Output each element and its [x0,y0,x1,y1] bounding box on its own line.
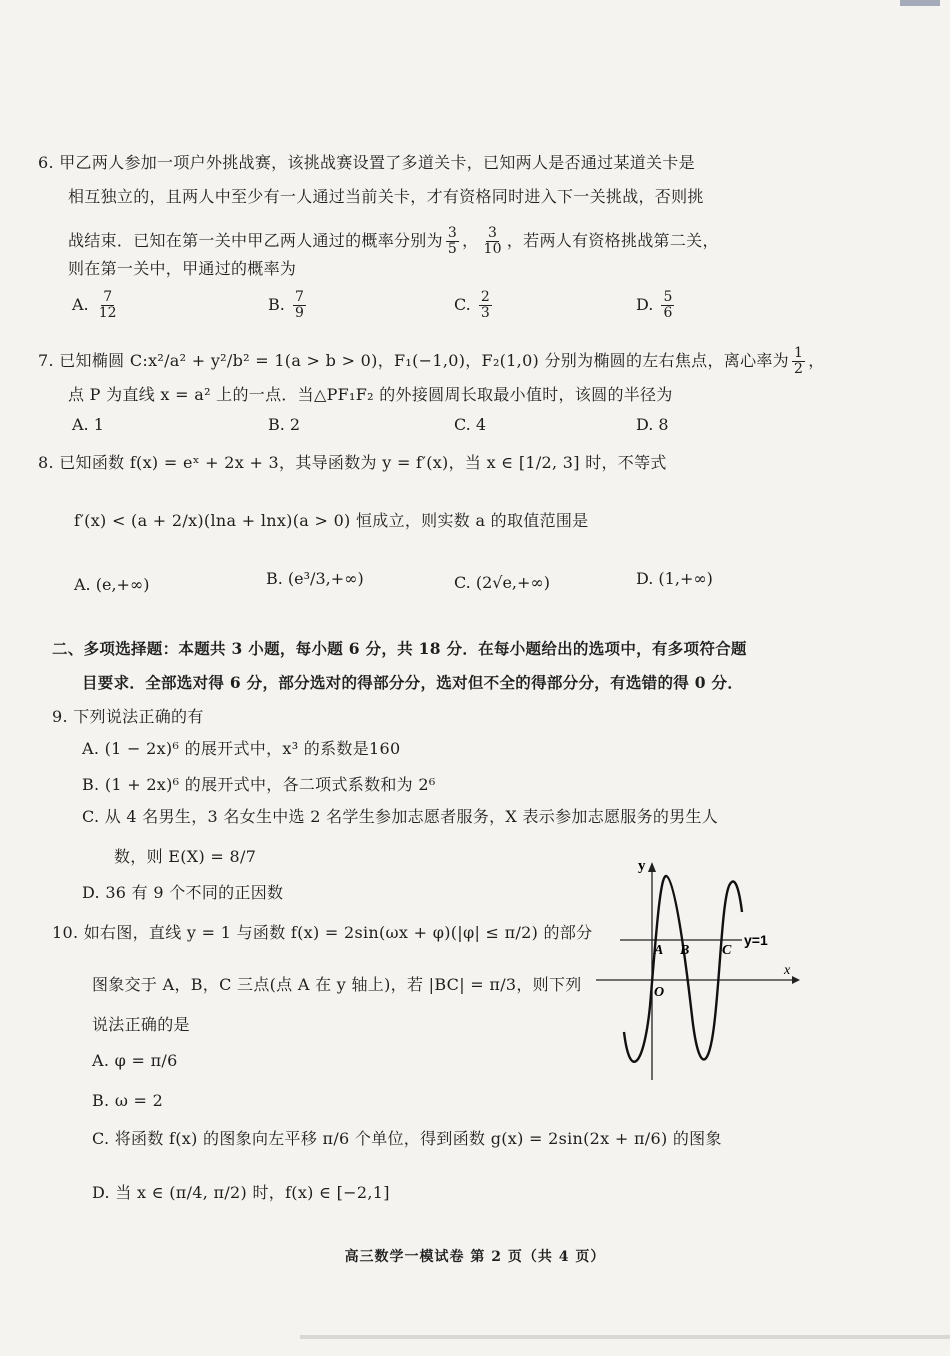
q6-prob-a-num: 3 [447,225,458,241]
q10-option-c: C. 将函数 f(x) 的图象向左平移 π/6 个单位，得到函数 g(x) = 2sin(2x + π/6) 的图象 [92,1129,722,1148]
q6-option-b-letter: B. [268,295,285,314]
q6-option-b-frac [293,290,306,321]
q7-line1-a: 7. 已知椭圆 C: [38,351,149,370]
sine-curve [624,876,742,1062]
q6-line4: 则在第一关中，甲通过的概率为 [68,259,297,278]
x-axis-arrow-icon [792,976,800,984]
q7-line1: 7. 已知椭圆 C:x²/a² + y²/b² = 1(a > b > 0)，F₁(−1,0)，F₂(1,0) 分别为椭圆的左右焦点，离心率为 $\frac{1}{2}$ ， [38,345,825,377]
q6-prob-a-den: 5 [447,241,458,257]
scan-edge [300,1335,950,1339]
q6-option-a-den: 12 [98,305,117,321]
q8-option-a: A. (e,+∞) [74,575,150,594]
q7-option-d: D. 8 [636,415,669,434]
page-footer: 高三数学一模试卷 第 2 页（共 4 页） [344,1249,606,1265]
q6-prob-b-den: 10 [483,241,502,257]
q6-line3: 战结束．已知在第一关中甲乙两人通过的概率分别为 $\frac{3}{5}$ ， $\frac{3}{10}$ ，若两人有资格挑战第二关， [68,225,719,257]
q7-eccentricity [792,346,805,377]
q9-option-a: A. (1 − 2x)⁶ 的展开式中，x³ 的系数是160 [82,739,401,758]
q6-option-c-frac [479,290,492,321]
q6-line1: 6. 甲乙两人参加一项户外挑战赛，该挑战赛设置了多道关卡，已知两人是否通过某道关卡是 [38,153,695,172]
q7-line1-b: x²/a² + y²/b² = 1(a > b > 0)，F₁(−1,0)，F₂(1,0) 分别为椭圆的左右焦点，离心率为 [148,351,789,370]
q6-prob-b [481,226,503,257]
q9-option-d: D. 36 有 9 个不同的正因数 [82,883,284,902]
q6-option-d-frac [661,290,674,321]
q6-option-c [454,290,495,321]
q8-option-c: C. (2√e,+∞) [454,573,550,592]
q6-line3-b: ，若两人有资格挑战第二关， [506,231,719,250]
q6-option-b-den: 9 [294,305,304,321]
point-c-label: C [722,943,732,958]
q6-prob-b-num: 3 [488,225,498,241]
y-axis-arrow-icon [648,862,656,872]
q10-line2: 图象交于 A，B，C 三点(点 A 在 y 轴上)，若 |BC| = π/3，则下列 [92,975,582,994]
q10-option-a: A. φ = π/6 [92,1051,178,1070]
section2-line2: 目要求．全部选对得 6 分，部分选对的得部分分，选对但不全的得部分分，有选错的得 0 分． [82,673,744,692]
q9-option-c-line1: C. 从 4 名男生，3 名女生中选 2 名学生参加志愿者服务，X 表示参加志愿服务的男生人 [82,807,719,826]
graph-origin-label: O [654,985,665,1000]
q7-option-a: A. 1 [72,415,104,434]
q6-option-a-frac [97,290,119,321]
q6-option-a-letter: A. [72,295,89,314]
q6-option-d [636,290,677,321]
q7-line2: 点 P 为直线 x = a² 上的一点．当△PF₁F₂ 的外接圆周长取最小值时，该圆的半径为 [68,385,673,404]
q6-option-b-num: 7 [294,289,304,305]
point-b-label: B [680,943,690,958]
q6-line2: 相互独立的，且两人中至少有一人通过当前关卡，才有资格同时进入下一关挑战，否则挑 [68,187,704,206]
line-y1-label: y=1 [744,932,768,948]
q6-option-d-den: 6 [663,305,673,321]
q6-option-b [268,290,309,321]
q6-option-d-letter: D. [636,295,654,314]
q9-option-c-line2: 数，则 E(X) = 8/7 [114,847,257,866]
q7-e-num: 1 [793,345,804,361]
q10-line1: 10. 如右图，直线 y = 1 与函数 f(x) = 2sin(ωx + φ)(|φ| ≤ π/2) 的部分 [52,923,593,942]
q6-line3-a: 战结束．已知在第一关中甲乙两人通过的概率分别为 [68,231,443,250]
q6-option-c-den: 3 [480,305,490,321]
q6-option-d-num: 5 [663,289,673,305]
q8-option-d: D. (1,+∞) [636,569,713,588]
q8-option-b: B. (e³/3,+∞) [266,569,364,588]
q8-line2: f′(x) < (a + 2/x)(lna + lnx)(a > 0) 恒成立，则实数 a 的取值范围是 [74,511,589,530]
q9-option-b: B. (1 + 2x)⁶ 的展开式中，各二项式系数和为 2⁶ [82,775,436,794]
q9-stem: 9. 下列说法正确的有 [52,707,204,726]
q7-e-den: 2 [793,361,804,377]
point-a-label: A [654,943,664,958]
q8-line1: 8. 已知函数 f(x) = eˣ + 2x + 3，其导函数为 y = f′(x)，当 x ∈ [1/2, 3] 时，不等式 [38,453,667,472]
graph-y-label: y [638,858,646,874]
section2-line1: 二、多项选择题：本题共 3 小题，每小题 6 分，共 18 分．在每小题给出的选项中，有多项符合题 [52,639,747,658]
q10-option-d: D. 当 x ∈ (π/4, π/2) 时，f(x) ∈ [−2,1] [92,1183,390,1202]
scan-mark [900,0,940,6]
q10-option-b: B. ω = 2 [92,1091,164,1110]
q7-option-c: C. 4 [454,415,487,434]
q6-option-c-letter: C. [454,295,471,314]
q6-option-a [72,290,122,321]
q6-prob-a [446,226,459,257]
q10-line3: 说法正确的是 [92,1015,190,1034]
q6-option-a-num: 7 [103,289,113,305]
q10-sine-graph [592,856,802,1086]
q6-option-c-num: 2 [480,289,490,305]
q7-option-b: B. 2 [268,415,301,434]
graph-x-label: x [784,963,791,978]
